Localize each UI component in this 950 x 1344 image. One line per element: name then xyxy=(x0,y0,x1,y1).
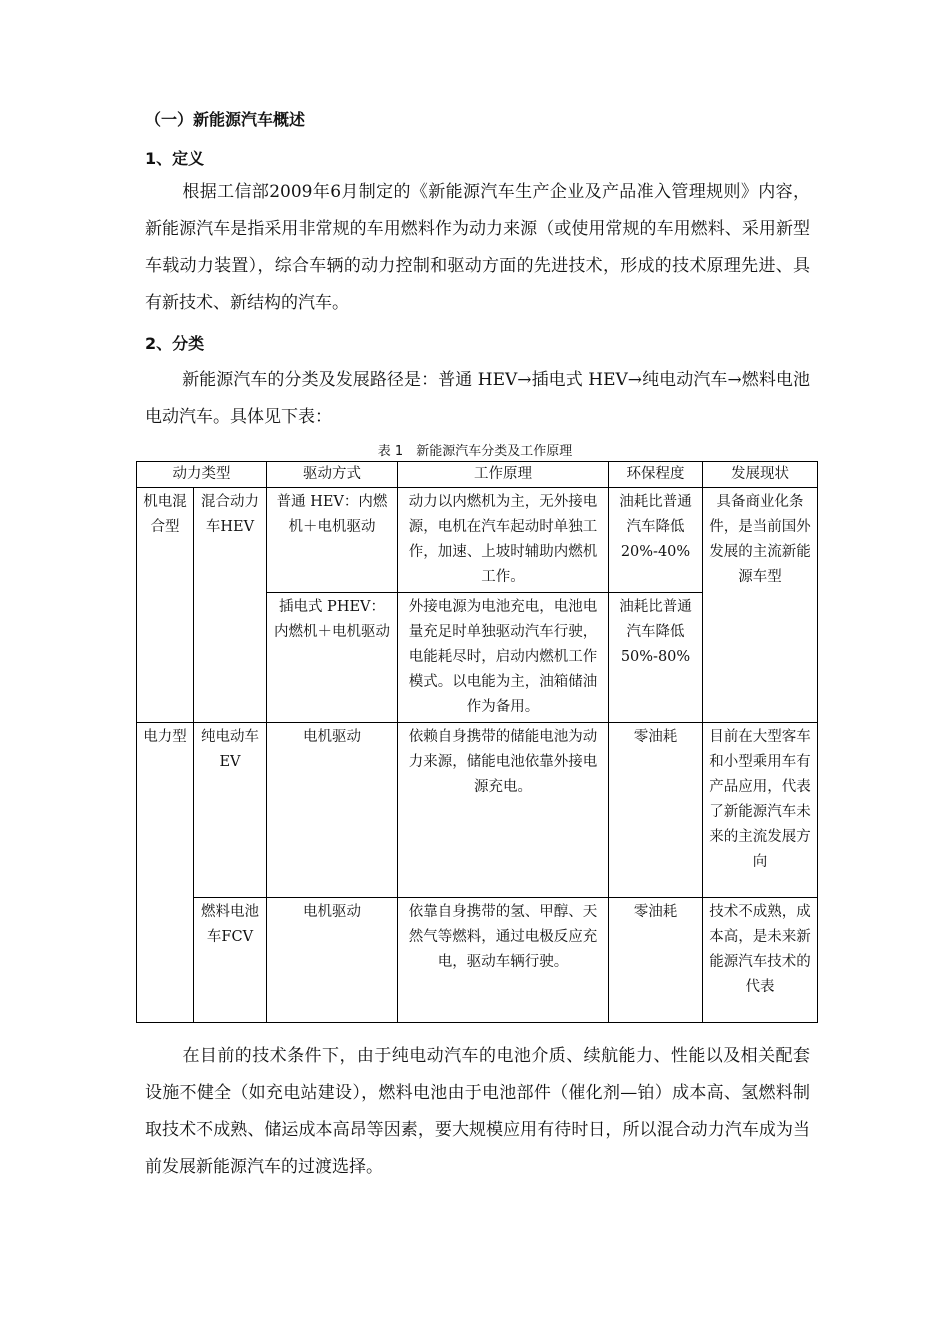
header-power-type: 动力类型 xyxy=(137,462,267,488)
cell-eco: 零油耗 xyxy=(609,898,703,1023)
cell-type: 燃料电池车FCV xyxy=(194,898,267,1023)
cell-principle: 外接电源为电池充电，电池电量充足时单独驱动汽车行驶，电能耗尽时，启动内燃机工作模式。以电能为主，油箱储油作为备用。 xyxy=(398,593,609,723)
subsection-title-classification: 2、分类 xyxy=(145,334,205,353)
classification-text: 新能源汽车的分类及发展路径是：普通 HEV→插电式 HEV→纯电动汽车→燃料电池电动汽车。具体见下表： xyxy=(145,370,810,427)
cell-category: 机电混合型 xyxy=(137,488,194,723)
conclusion-text: 在目前的技术条件下，由于纯电动汽车的电池介质、续航能力、性能以及相关配套设施不健全（如充电站建设），燃料电池由于电池部件（催化剂—铂）成本高、氢燃料制取技术不成熟、储运成本高昂等因素，要大规模应用有待时日，所以混合动力汽车成为当前发展新能源汽车的过渡选择。 xyxy=(145,1046,810,1177)
cell-drive: 电机驱动 xyxy=(267,898,398,1023)
cell-type: 混合动力车HEV xyxy=(194,488,267,723)
cell-principle: 依赖自身携带的储能电池为动力来源，储能电池依靠外接电源充电。 xyxy=(398,723,609,898)
header-drive-mode: 驱动方式 xyxy=(267,462,398,488)
table-caption: 表 1 新能源汽车分类及工作原理 xyxy=(377,444,573,459)
classification-paragraph xyxy=(145,362,810,436)
cell-eco: 油耗比普通汽车降低50%-80% xyxy=(609,593,703,723)
table-row xyxy=(137,898,818,1023)
cell-principle: 动力以内燃机为主，无外接电源，电机在汽车起动时单独工作，加速、上坡时辅助内燃机工作。 xyxy=(398,488,609,593)
table-row xyxy=(137,723,818,898)
header-eco-level: 环保程度 xyxy=(609,462,703,488)
cell-principle: 依靠自身携带的氢、甲醇、天然气等燃料，通过电极反应充电，驱动车辆行驶。 xyxy=(398,898,609,1023)
classification-table xyxy=(136,461,818,1023)
cell-drive: 插电式 PHEV：内燃机＋电机驱动 xyxy=(267,593,398,723)
table-row xyxy=(137,488,818,593)
cell-category: 电力型 xyxy=(137,723,194,1023)
definition-text: 根据工信部2009年6月制定的《新能源汽车生产企业及产品准入管理规则》内容，新能源汽车是指采用非常规的车用燃料作为动力来源（或使用常规的车用燃料、采用新型车载动力装置），综合车辆的动力控制和驱动方面的先进技术，形成的技术原理先进、具有新技术、新结构的汽车。 xyxy=(145,182,810,313)
subsection-title-definition: 1、定义 xyxy=(145,149,205,168)
cell-eco: 油耗比普通汽车降低20%-40% xyxy=(609,488,703,593)
cell-status: 具备商业化条件，是当前国外发展的主流新能源车型 xyxy=(703,488,818,723)
cell-drive: 普通 HEV：内燃机＋电机驱动 xyxy=(267,488,398,593)
cell-status: 目前在大型客车和小型乘用车有产品应用，代表了新能源汽车未来的主流发展方向 xyxy=(703,723,818,898)
definition-paragraph xyxy=(145,174,810,322)
header-principle: 工作原理 xyxy=(398,462,609,488)
cell-eco: 零油耗 xyxy=(609,723,703,898)
section-title: （一）新能源汽车概述 xyxy=(145,110,306,129)
cell-status: 技术不成熟，成本高，是未来新能源汽车技术的代表 xyxy=(703,898,818,1023)
cell-drive: 电机驱动 xyxy=(267,723,398,898)
conclusion-paragraph xyxy=(145,1038,810,1186)
table-header-row xyxy=(137,462,818,488)
cell-type: 纯电动车 EV xyxy=(194,723,267,898)
header-status: 发展现状 xyxy=(703,462,818,488)
